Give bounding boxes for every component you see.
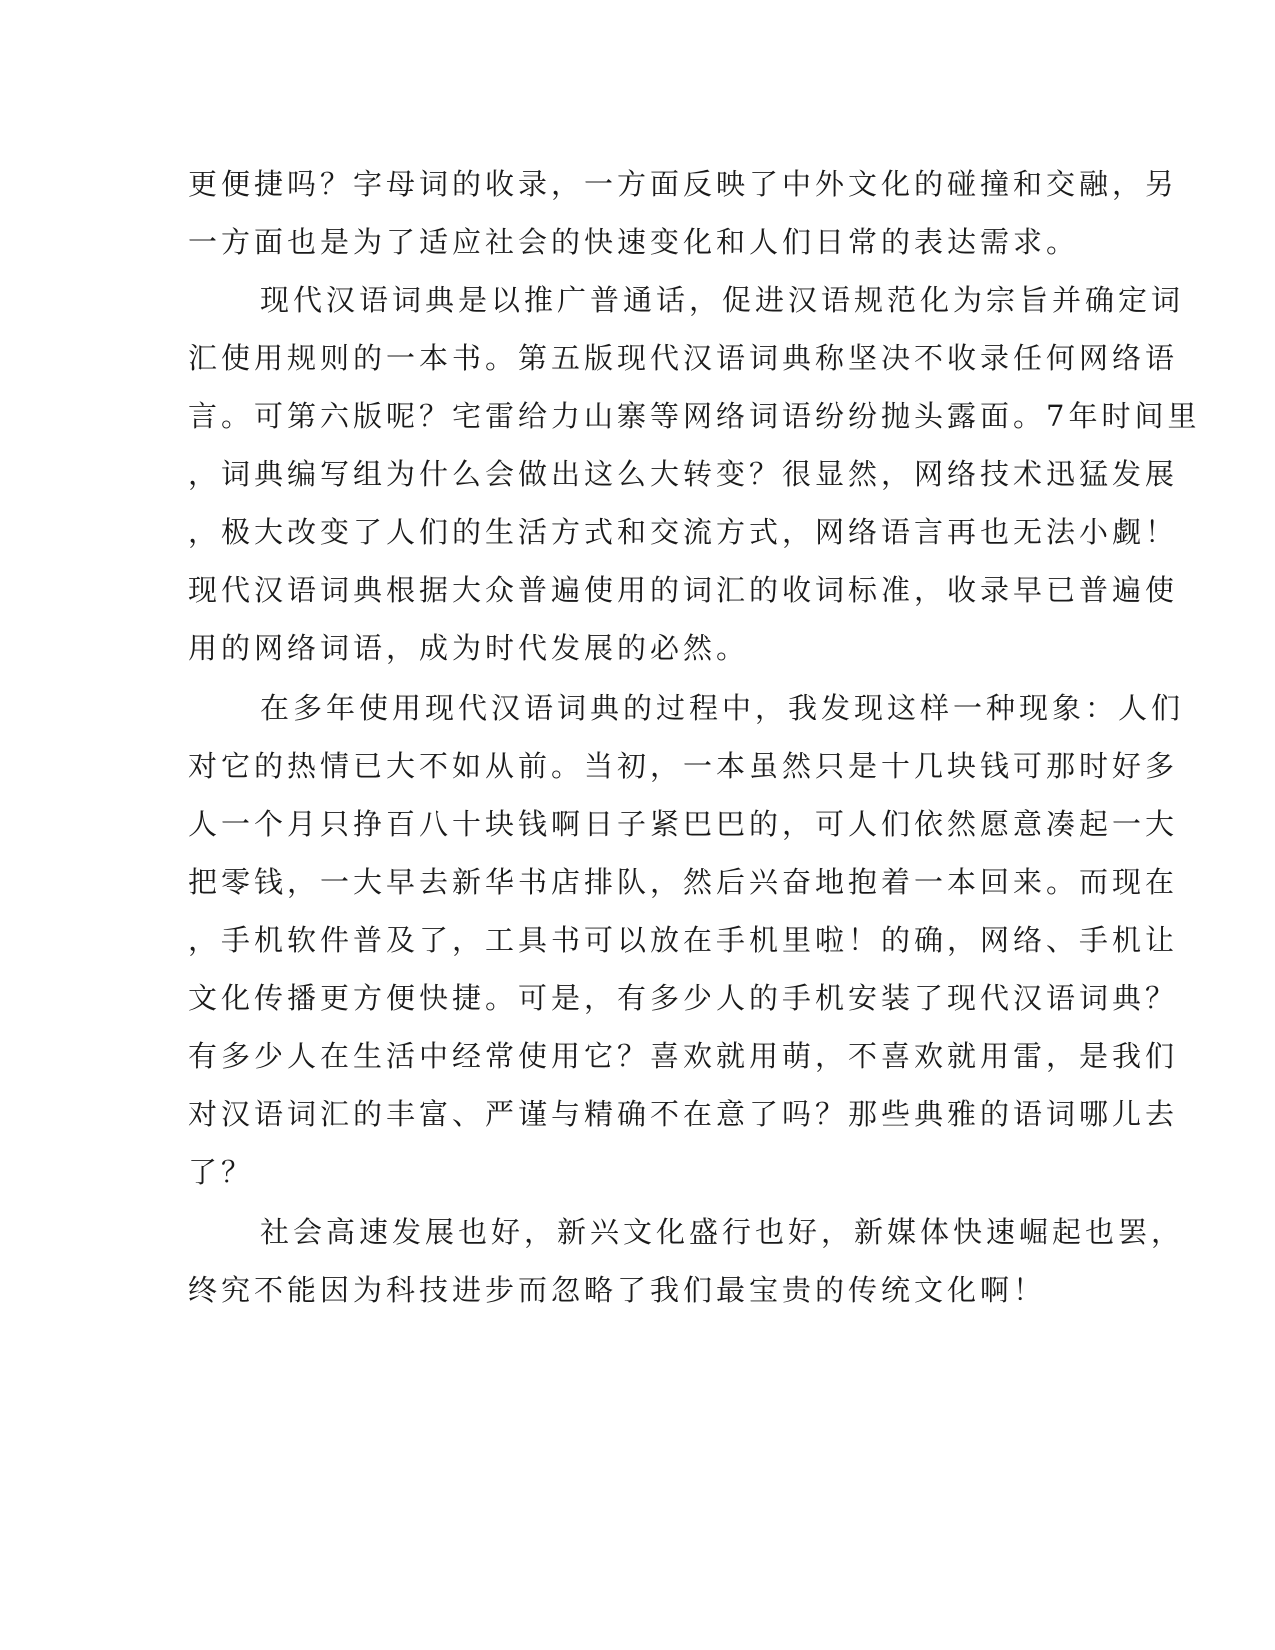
text-line: 言。可第六版呢？宅雷给力山寨等网络词语纷纷抛头露面。7年时间里 [188,399,1201,433]
text-line: 对它的热情已大不如从前。当初，一本虽然只是十几块钱可那时好多 [188,749,1179,783]
paragraph-first-line: 现代汉语词典是以推广普通话，促进汉语规范化为宗旨并确定词 [260,283,1185,317]
text-line: 更便捷吗？字母词的收录，一方面反映了中外文化的碰撞和交融，另 [188,167,1179,201]
paragraph-first-line: 在多年使用现代汉语词典的过程中，我发现这样一种现象：人们 [260,691,1185,725]
text-line: 一方面也是为了适应社会的快速变化和人们日常的表达需求。 [188,225,1080,259]
text-line: 文化传播更方便快捷。可是，有多少人的手机安装了现代汉语词典？ [188,981,1179,1015]
text-line: 人一个月只挣百八十块钱啊日子紧巴巴的，可人们依然愿意凑起一大 [188,807,1179,841]
text-line: 有多少人在生活中经常使用它？喜欢就用萌，不喜欢就用雷，是我们 [188,1039,1179,1073]
text-line: ，手机软件普及了，工具书可以放在手机里啦！的确，网络、手机让 [188,923,1179,957]
text-line: ，词典编写组为什么会做出这么大转变？很显然，网络技术迅猛发展 [188,457,1179,491]
text-line: 对汉语词汇的丰富、严谨与精确不在意了吗？那些典雅的语词哪儿去 [188,1097,1179,1131]
text-line: 汇使用规则的一本书。第五版现代汉语词典称坚决不收录任何网络语 [188,341,1179,375]
text-line: 把零钱，一大早去新华书店排队，然后兴奋地抱着一本回来。而现在 [188,865,1179,899]
text-line: 现代汉语词典根据大众普遍使用的词汇的收词标准，收录早已普遍使 [188,573,1179,607]
text-line: 终究不能因为科技进步而忽略了我们最宝贵的传统文化啊！ [188,1273,1047,1307]
paragraph-first-line: 社会高速发展也好，新兴文化盛行也好，新媒体快速崛起也罢， [260,1215,1185,1249]
text-line: ，极大改变了人们的生活方式和交流方式，网络语言再也无法小觑！ [188,515,1179,549]
text-line: 用的网络词语，成为时代发展的必然。 [188,631,750,665]
text-line: 了？ [188,1155,255,1189]
